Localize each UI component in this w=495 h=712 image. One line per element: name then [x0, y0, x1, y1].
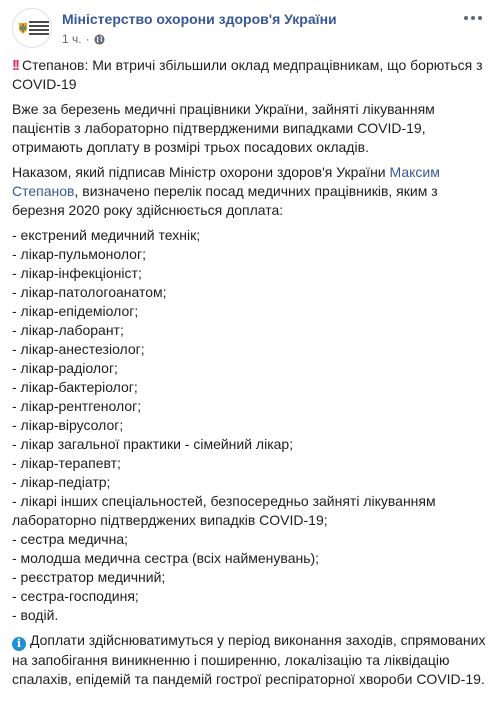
ministry-logo-text	[29, 21, 49, 37]
positions-list	[12, 226, 487, 625]
list-item: - сестра медична;	[12, 531, 129, 547]
list-item: - лікар-епідеміолог;	[12, 303, 139, 319]
list-item: - лікар-радіолог;	[12, 360, 118, 376]
list-item: - лікар-рентгенолог;	[12, 398, 142, 414]
list-item: - лікар-патологоанатом;	[12, 284, 167, 300]
list-item: - водій.	[12, 607, 59, 623]
meta-separator: ·	[85, 32, 90, 46]
list-item: - лікар-терапевт;	[12, 455, 121, 471]
list-item: - лікар-інфекціоніст;	[12, 265, 142, 281]
list-item: - лікар-бактеріолог;	[12, 379, 138, 395]
headline-text: Степанов: Ми втричі збільшили оклад медпрацівникам, що борються з COVID-19	[12, 57, 483, 92]
post-timestamp[interactable]: 1 ч.	[62, 32, 82, 46]
closing-text: Доплати здійснюватимуться у період виконання заходів, спрямованих на запобігання виникненню і поширенню, локалізацію та ліквідацію спалахів, епідемій та пандемій гострої респіраторної хвороби COVID-19.	[12, 632, 486, 687]
paragraph-2-end: , визначено перелік посад медичних працівників, яким з березня 2020 року здійснюється доплата:	[12, 183, 438, 218]
closing-paragraph	[12, 631, 487, 689]
mention-link[interactable]: Максим Степанов	[12, 164, 440, 199]
list-item: - лікар загальної практики - сімейний лікар;	[12, 436, 294, 452]
paragraph-1: Вже за березень медичні працівники України, зайняті лікуванням пацієнтів з лабораторно підтвердженими випадками COVID-19, отримають доплату в розмірі трьох посадових окладів.	[12, 101, 435, 155]
post-headline	[12, 56, 487, 94]
list-item: - лікар-лаборант;	[12, 322, 124, 338]
post-header	[12, 8, 482, 50]
list-item: - лікар-вірусолог;	[12, 417, 124, 433]
list-item: - лікарі інших спеціальностей, безпосередньо зайняті лікуванням лабораторно підтверджених випадків COVID-19;	[12, 493, 436, 528]
more-options-icon[interactable]	[464, 16, 482, 20]
info-icon: i	[12, 637, 26, 651]
paragraph-2	[12, 163, 487, 220]
double-exclamation-icon: !!	[12, 57, 18, 74]
list-item: - лікар-анестезіолог;	[12, 341, 145, 357]
post-body	[12, 56, 487, 695]
list-item: - екстрений медичний технік;	[12, 227, 201, 243]
globe-icon[interactable]	[94, 34, 105, 45]
list-item: - лікар-пульмонолог;	[12, 246, 146, 262]
list-item: - молодша медична сестра (всіх найменувань);	[12, 550, 320, 566]
trident-emblem-icon	[19, 23, 27, 34]
list-item: - реєстратор медичний;	[12, 569, 166, 585]
page-avatar[interactable]	[12, 8, 52, 48]
list-item: - лікар-педіатр;	[12, 474, 111, 490]
list-item: - сестра-господиня;	[12, 588, 139, 604]
paragraph-2-start: Наказом, який підписав Міністр охорони здоров'я України	[12, 164, 390, 180]
post-meta	[62, 32, 105, 46]
page-name-link[interactable]: Міністерство охорони здоров'я України	[62, 11, 337, 27]
